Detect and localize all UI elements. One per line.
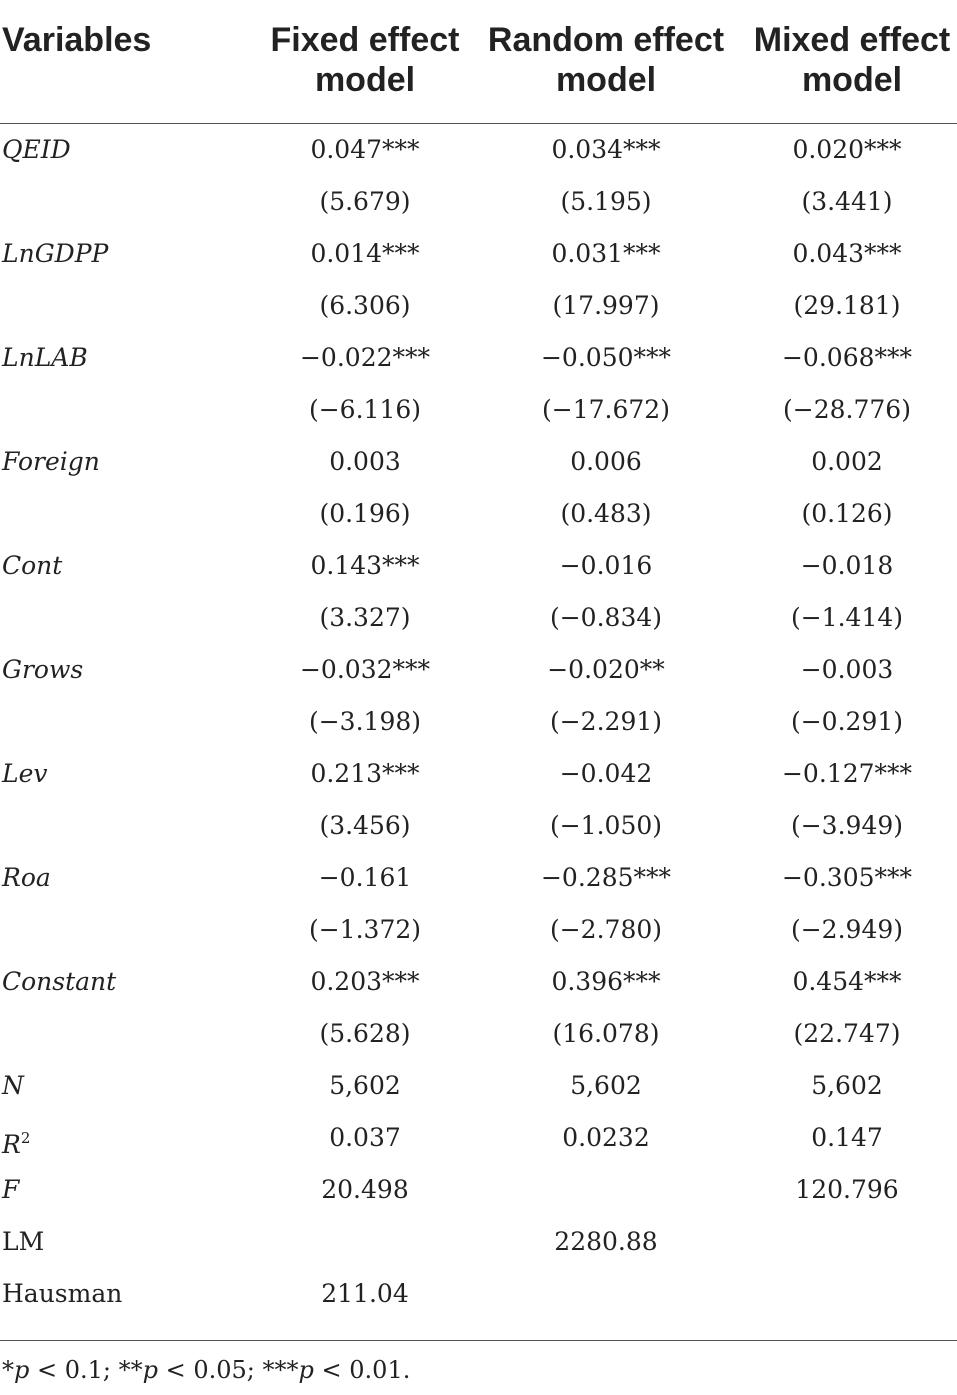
random-effect-value: −0.020** <box>547 655 665 684</box>
footnote-p2: p <box>142 1356 158 1384</box>
table-row <box>0 228 957 280</box>
random-effect-value: −0.285*** <box>540 863 672 892</box>
fixed-effect-value: 5,602 <box>329 1071 401 1100</box>
table-row <box>0 904 957 956</box>
variable-name: LM <box>2 1227 45 1256</box>
header-variables-label: Variables <box>2 21 152 59</box>
fixed-effect-value: (6.306) <box>319 291 411 320</box>
mixed-effect-value: (−2.949) <box>790 915 904 944</box>
fixed-effect-value: 0.037 <box>329 1123 401 1152</box>
table-row <box>0 592 957 644</box>
header-mixed-line1: Mixed effect <box>753 21 951 59</box>
fixed-effect-value: 20.498 <box>321 1175 409 1204</box>
variable-name: R <box>2 1130 21 1159</box>
footnote-t2: < 0.05; <box>158 1356 263 1384</box>
mixed-effect-value: −0.305*** <box>781 863 913 892</box>
table-row <box>0 1268 957 1320</box>
fixed-effect-value: (−3.198) <box>308 707 422 736</box>
random-effect-value: (0.483) <box>560 499 652 528</box>
variable-name: Foreign <box>2 447 100 476</box>
table-row <box>0 800 957 852</box>
fixed-effect-value: 0.014*** <box>310 239 420 268</box>
variable-name-cell <box>2 852 51 904</box>
fixed-effect-value: (5.679) <box>319 187 411 216</box>
random-effect-value: (−2.291) <box>549 707 663 736</box>
header-variables <box>2 20 151 60</box>
variable-name-cell <box>2 540 62 592</box>
variable-name-cell <box>2 1216 44 1268</box>
mixed-effect-value: (−28.776) <box>783 395 911 424</box>
mixed-effect-value: 5,602 <box>811 1071 883 1100</box>
variable-name: N <box>2 1071 24 1100</box>
header-random-line1: Random effect <box>487 21 725 59</box>
fixed-effect-value: (−1.372) <box>308 915 422 944</box>
variable-name-cell <box>2 436 100 488</box>
mixed-effect-value: (0.126) <box>801 499 893 528</box>
table-row <box>0 1008 957 1060</box>
fixed-effect-value: 0.143*** <box>310 551 420 580</box>
table-bottom-divider <box>0 1340 957 1341</box>
fixed-effect-value: (5.628) <box>319 1019 411 1048</box>
variable-name-cell <box>2 1268 122 1320</box>
random-effect-value: (−0.834) <box>549 603 663 632</box>
fixed-effect-value: 211.04 <box>321 1279 409 1308</box>
header-fixed-effect <box>262 20 468 100</box>
table-row <box>0 280 957 332</box>
mixed-effect-value: −0.068*** <box>781 343 913 372</box>
mixed-effect-value: −0.127*** <box>781 759 913 788</box>
mixed-effect-value: 0.002 <box>811 447 883 476</box>
variable-name-cell <box>2 124 71 176</box>
table-body <box>0 124 957 1320</box>
fixed-effect-value: 0.213*** <box>310 759 420 788</box>
variable-name: Constant <box>2 967 117 996</box>
variable-name: LnGDPP <box>2 239 109 268</box>
table-row <box>0 332 957 384</box>
mixed-effect-value: (22.747) <box>793 1019 901 1048</box>
random-effect-value: −0.042 <box>559 759 653 788</box>
mixed-effect-value: −0.003 <box>800 655 894 684</box>
fixed-effect-value: (3.327) <box>319 603 411 632</box>
variable-name: Cont <box>2 551 63 580</box>
variable-name: LnLAB <box>2 343 88 372</box>
random-effect-value: 0.006 <box>570 447 642 476</box>
random-effect-value: 5,602 <box>570 1071 642 1100</box>
mixed-effect-value: 0.020*** <box>792 135 902 164</box>
variable-name: Roa <box>2 863 51 892</box>
mixed-effect-value: 120.796 <box>795 1175 899 1204</box>
random-effect-value: (5.195) <box>560 187 652 216</box>
mixed-effect-value: 0.147 <box>811 1123 883 1152</box>
table-row <box>0 748 957 800</box>
footnote-p1: p <box>14 1356 30 1384</box>
random-effect-value: 0.0232 <box>562 1123 650 1152</box>
table-row <box>0 540 957 592</box>
mixed-effect-value: 0.454*** <box>792 967 902 996</box>
random-effect-value: −0.050*** <box>540 343 672 372</box>
fixed-effect-value: (−6.116) <box>308 395 422 424</box>
variable-name-cell <box>2 748 48 800</box>
mixed-effect-value: (−0.291) <box>790 707 904 736</box>
mixed-effect-value: 0.043*** <box>792 239 902 268</box>
table-header <box>0 0 957 122</box>
random-effect-value: 0.034*** <box>551 135 661 164</box>
fixed-effect-value: 0.203*** <box>310 967 420 996</box>
random-effect-value: −0.016 <box>559 551 653 580</box>
header-random-effect <box>486 20 726 100</box>
variable-name-cell <box>2 228 108 280</box>
table-row <box>0 1060 957 1112</box>
fixed-effect-value: 0.003 <box>329 447 401 476</box>
footnote-t1: < 0.1; <box>29 1356 119 1384</box>
header-mixed-line2: model <box>801 61 903 99</box>
variable-name-cell <box>2 956 116 1008</box>
random-effect-value: (−2.780) <box>549 915 663 944</box>
random-effect-value: (−1.050) <box>549 811 663 840</box>
table-row <box>0 1216 957 1268</box>
mixed-effect-value: (−1.414) <box>790 603 904 632</box>
header-fixed-line1: Fixed effect <box>270 21 460 59</box>
variable-name-cell <box>2 1164 19 1216</box>
mixed-effect-value: −0.018 <box>800 551 894 580</box>
significance-footnote <box>2 1354 410 1386</box>
fixed-effect-value: 0.047*** <box>310 135 420 164</box>
footnote-p3: p <box>298 1356 314 1384</box>
table-row <box>0 956 957 1008</box>
random-effect-value: (16.078) <box>552 1019 660 1048</box>
table-row <box>0 852 957 904</box>
random-effect-value: 0.396*** <box>551 967 661 996</box>
fixed-effect-value: −0.022*** <box>299 343 431 372</box>
table-row <box>0 1112 957 1164</box>
fixed-effect-value: (0.196) <box>319 499 411 528</box>
table-row <box>0 644 957 696</box>
footnote-t3: < 0.01. <box>313 1356 411 1384</box>
header-random-line2: model <box>555 61 657 99</box>
random-effect-value: 2280.88 <box>554 1227 658 1256</box>
header-fixed-line2: model <box>314 61 416 99</box>
variable-name-cell <box>2 1112 30 1171</box>
mixed-effect-value: (3.441) <box>801 187 893 216</box>
mixed-effect-value: (−3.949) <box>790 811 904 840</box>
mixed-effect-value: (29.181) <box>793 291 901 320</box>
variable-name: Hausman <box>2 1279 123 1308</box>
table-row <box>0 696 957 748</box>
table-row <box>0 436 957 488</box>
table-row <box>0 176 957 228</box>
table-row <box>0 384 957 436</box>
variable-name: Lev <box>2 759 48 788</box>
variable-name-cell <box>2 332 88 384</box>
footnote-star1: * <box>2 1356 14 1384</box>
table-row <box>0 1164 957 1216</box>
variable-superscript: 2 <box>20 1129 31 1147</box>
variable-name-cell <box>2 644 83 696</box>
table-row <box>0 124 957 176</box>
header-mixed-effect <box>748 20 956 100</box>
fixed-effect-value: −0.032*** <box>299 655 431 684</box>
variable-name: F <box>2 1175 20 1204</box>
random-effect-value: (17.997) <box>552 291 660 320</box>
random-effect-value: (−17.672) <box>542 395 670 424</box>
fixed-effect-value: −0.161 <box>318 863 412 892</box>
footnote-star3: *** <box>262 1356 299 1384</box>
variable-name: QEID <box>2 135 71 164</box>
variable-name-cell <box>2 1060 24 1112</box>
footnote-star2: ** <box>118 1356 143 1384</box>
table-row <box>0 488 957 540</box>
random-effect-value: 0.031*** <box>551 239 661 268</box>
fixed-effect-value: (3.456) <box>319 811 411 840</box>
variable-name: Grows <box>2 655 84 684</box>
